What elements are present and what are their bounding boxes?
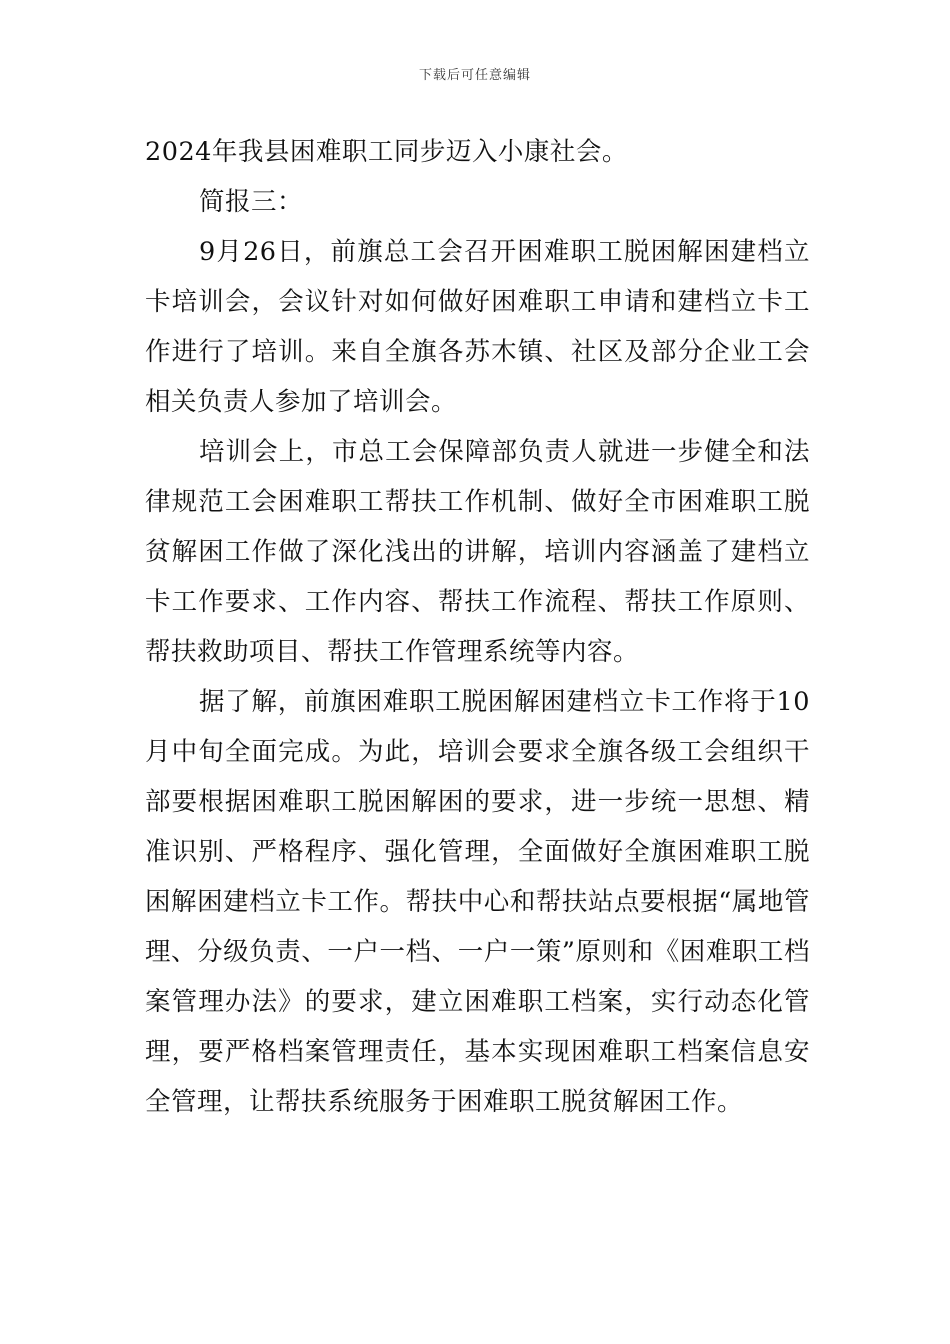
section-heading: 简报三：: [199, 187, 304, 217]
paragraph: 9月26日，前旗总工会召开困难职工脱困解困建档立卡培训会，会议针对如何做好困难职工申请和建档立卡工作进行了培训。来自全旗各苏木镇、社区及部分企业工会相关负责人参加了培训会。: [145, 237, 810, 417]
page-header-note: 下载后可任意编辑: [418, 68, 531, 83]
paragraph: 据了解，前旗困难职工脱困解困建档立卡工作将于10月中旬全面完成。为此，培训会要求全旗各级工会组织干部要根据困难职工脱困解困的要求，进一步统一思想、精准识别、严格程序、强化管理，全面做好全旗困难职工脱困解困建档立卡工作。帮扶中心和帮扶站点要根据“属地管理、分级负责、一户一档、一户一策”原则和《困难职工档案管理办法》的要求，建立困难职工档案，实行动态化管理，要严格档案管理责任，基本实现困难职工档案信息安全管理，让帮扶系统服务于困难职工脱贫解困工作。: [145, 687, 810, 1117]
paragraph: 培训会上，市总工会保障部负责人就进一步健全和法律规范工会困难职工帮扶工作机制、做好全市困难职工脱贫解困工作做了深化浅出的讲解，培训内容涵盖了建档立卡工作要求、工作内容、帮扶工作流程、帮扶工作原则、帮扶救助项目、帮扶工作管理系统等内容。: [145, 437, 810, 667]
document-body: [145, 127, 810, 1127]
paragraph-continuation: 2024年我县困难职工同步迈入小康社会。: [145, 137, 628, 167]
